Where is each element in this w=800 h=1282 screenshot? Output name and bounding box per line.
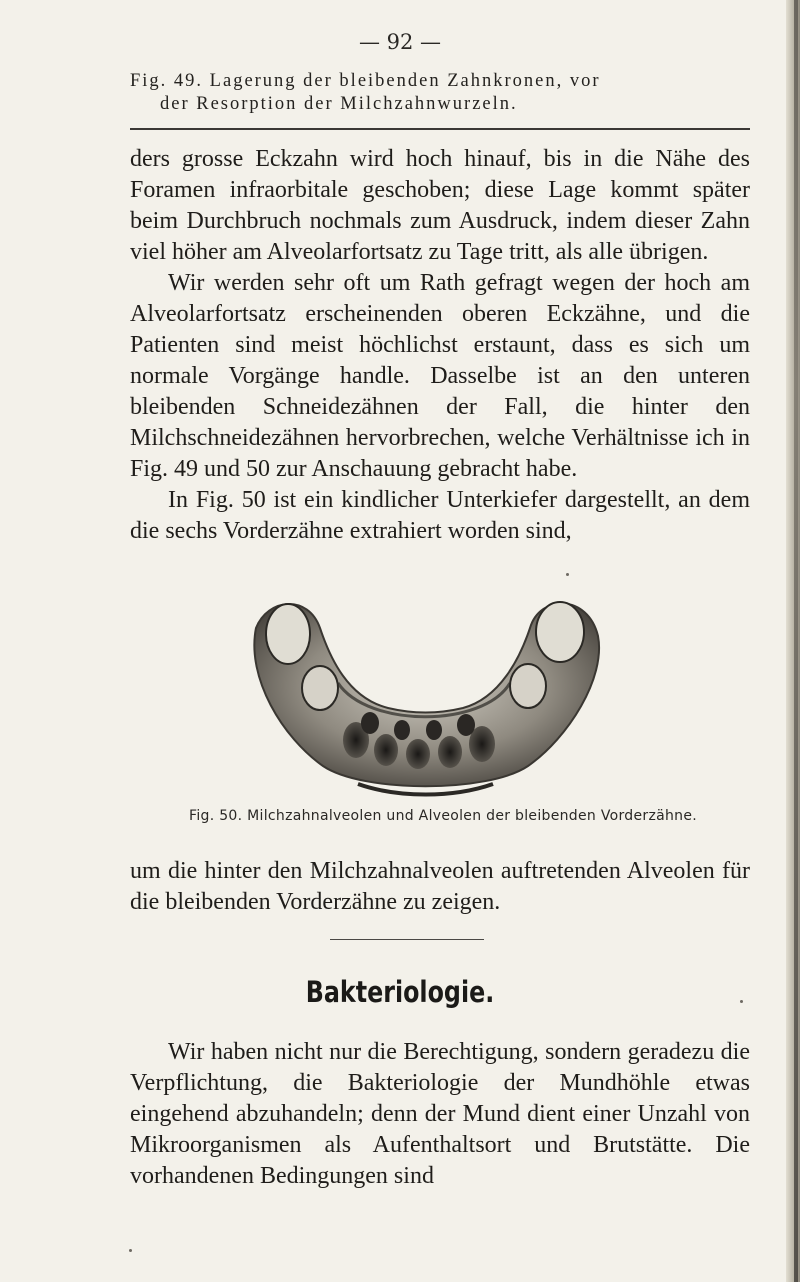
caption-rule <box>130 128 750 130</box>
body-text-block-1 <box>130 144 750 547</box>
section-heading: Bakteriologie. <box>305 975 495 1009</box>
figure-49-caption-line-1: Fig. 49. Lagerung der bleibenden Zahnkronen, vor <box>130 71 601 91</box>
section-divider <box>330 939 484 940</box>
page-number: — 92 — <box>358 30 442 54</box>
paragraph: In Fig. 50 ist ein kindlicher Unterkiefer dargestellt, an dem die sechs Vorderzähne extrahiert worden sind, <box>130 487 750 544</box>
figure-49-caption-line-2: der Resorption der Milchzahnwurzeln. <box>160 94 518 114</box>
body-text-block-3 <box>130 1037 750 1192</box>
paragraph-continuation: ders grosse Eckzahn wird hoch hinauf, bis in die Nähe des Foramen infraorbitale geschoben; diese Lage kommt später beim Durchbruch nochmals zum Ausdruck, indem dieser Zahn viel höher am Alveolarfortsatz zu Tage tritt, als alle übrigen. <box>130 146 750 265</box>
paragraph-continuation: um die hinter den Milchzahnalveolen auftretenden Alveolen für die bleibenden Vorderzähne zu zeigen. <box>130 858 750 915</box>
figure-50-caption: Fig. 50. Milchzahnalveolen und Alveolen der bleibenden Vorderzähne. <box>189 808 697 824</box>
body-text-block-2 <box>130 856 750 918</box>
paragraph: Wir werden sehr oft um Rath gefragt wegen der hoch am Alveolarfortsatz erscheinenden oberen Eckzähne, und die Patienten sind meist höchlichst erstaunt, dass es sich um normale Vorgänge handle. Dasselbe ist an den unteren bleibenden Schneidezähnen der Fall, die hinter den Milchschneidezähnen hervorbrechen, welche Verhältnisse ich in Fig. 49 und 50 zur Anschauung gebracht habe. <box>130 270 750 482</box>
figure-49-caption <box>130 70 750 116</box>
figure-50-jaw-illustration <box>238 588 610 800</box>
paper-speck <box>740 1000 743 1003</box>
page-edge-shadow <box>794 0 798 1282</box>
paper-speck <box>129 1249 132 1252</box>
paper-speck <box>566 573 569 576</box>
paragraph: Wir haben nicht nur die Berechtigung, sondern geradezu die Verpflichtung, die Bakteriologie der Mundhöhle etwas eingehend abzuhandeln; denn der Mund dient einer Unzahl von Mikroorganismen als Aufenthaltsort und Brutstätte. Die vorhandenen Bedingungen sind <box>130 1039 750 1189</box>
